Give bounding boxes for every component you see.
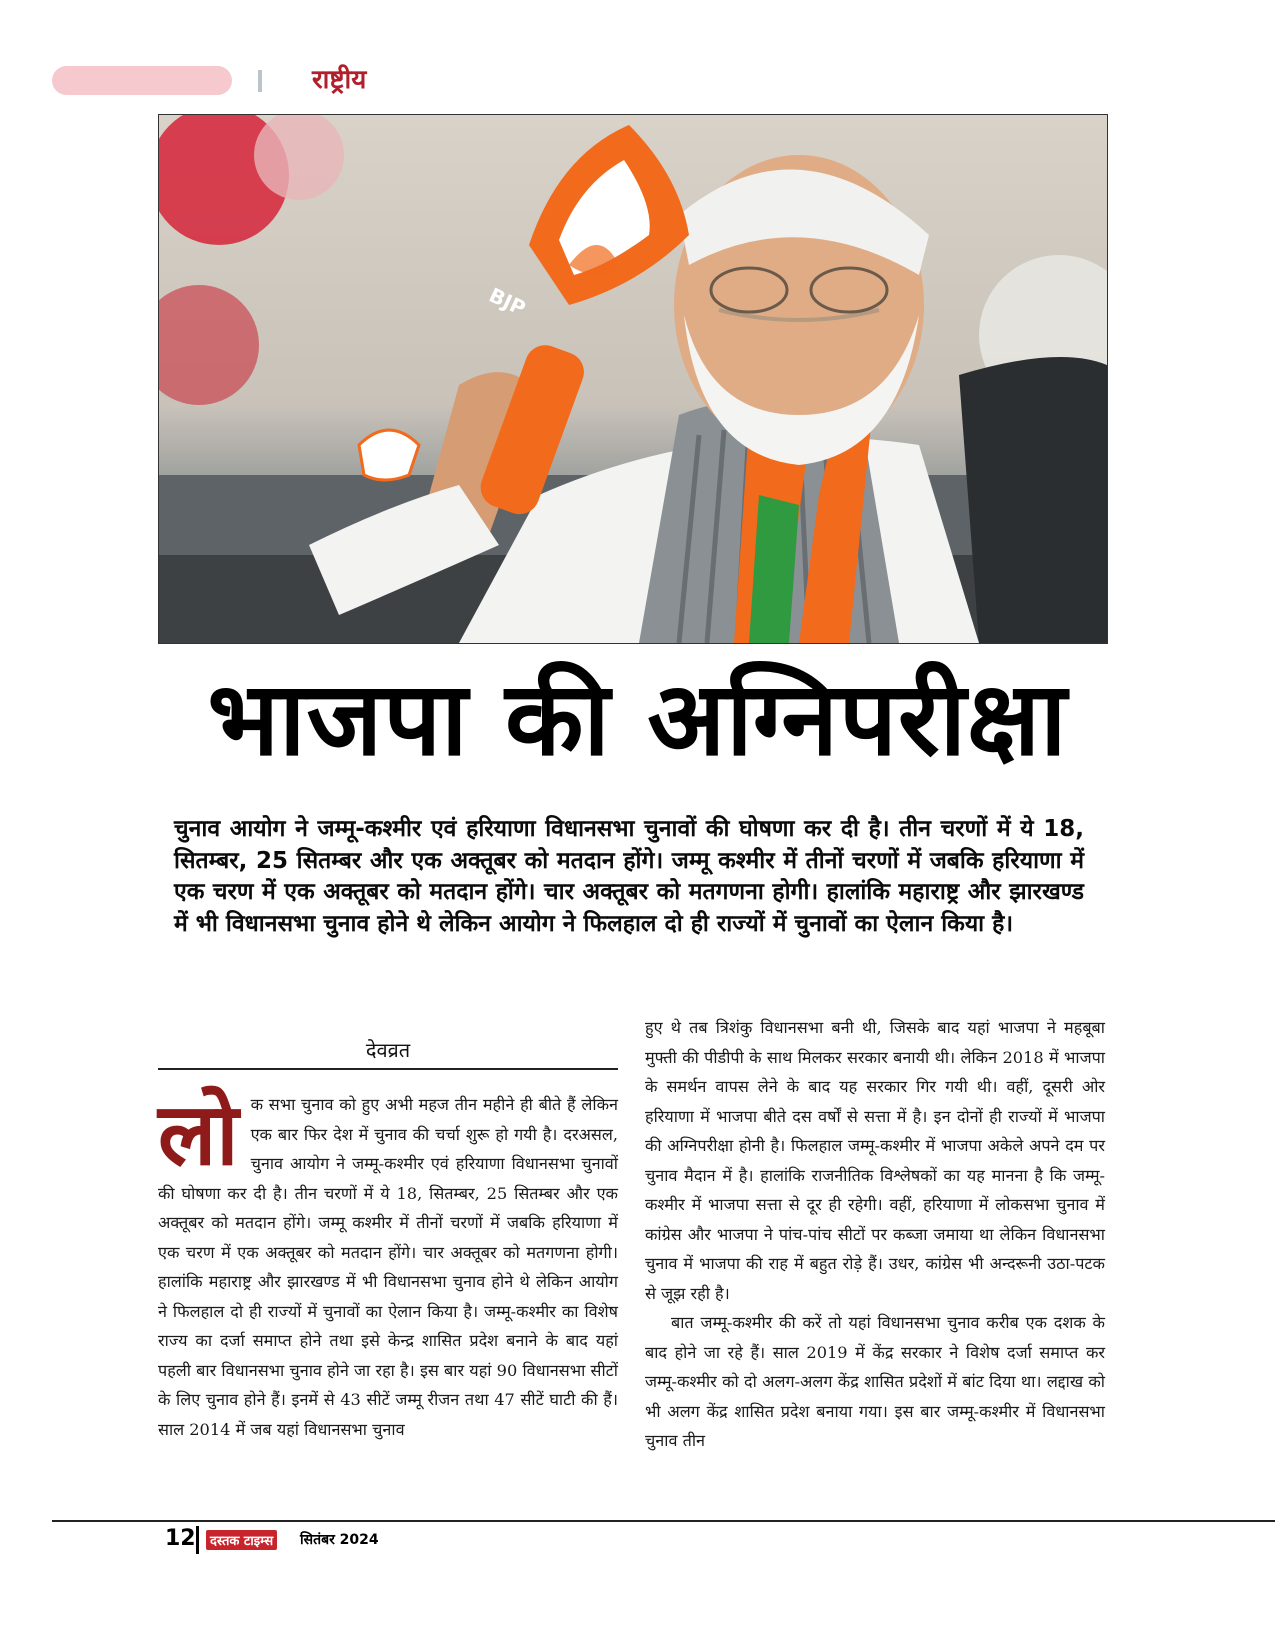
section-tab-pill bbox=[52, 66, 232, 95]
bjp-prop-text: BJP bbox=[485, 282, 530, 321]
header-separator bbox=[258, 70, 262, 92]
headline: भाजपा की अग्निपरीक्षा bbox=[207, 660, 1068, 779]
leader-waving-bjp-lotus-hand-fan-icon bbox=[159, 115, 1107, 643]
byline: देवव्रत bbox=[365, 1038, 411, 1062]
article-paragraph: हुए थे तब त्रिशंकु विधानसभा बनी थी, जिसके बाद यहां भाजपा ने महबूबा मुफ्ती की पीडीपी के साथ मिलकर सरकार बनायी थी। लेकिन 2018 में भाजपा के समर्थन वापस लेने के बाद यह सरकार गिर गयी थी। वहीं, दूसरी ओर हरियाणा में भाजपा बीते दस वर्षों से सत्ता में है। इन दोनों ही राज्यों में भाजपा की अग्निपरीक्षा होनी है। फिलहाल जम्मू-कश्मीर में भाजपा अकेले अपने दम पर चुनाव मैदान में है। हालांकि राजनीतिक विश्लेषकों का यह मानना है कि जम्मू-कश्मीर में भाजपा सत्ता से दूर ही रहेगी। वहीं, हरियाणा में लोकसभा चुनाव में कांग्रेस और भाजपा ने पांच-पांच सीटों पर कब्जा जमाया था लेकिन विधानसभा चुनाव में भाजपा की राह में बहुत रोड़े हैं। उधर, कांग्रेस भी अन्दरूनी उठा-पटक से जूझ रही है। bbox=[645, 1018, 1105, 1303]
footer-rule bbox=[52, 1520, 1275, 1522]
section-label: राष्ट्रीय bbox=[312, 65, 367, 95]
page-number-separator bbox=[196, 1526, 199, 1554]
magazine-logo: दस्तक टाइम्स bbox=[206, 1530, 277, 1550]
article-paragraph: क सभा चुनाव को हुए अभी महज तीन महीने ही बीते हैं लेकिन एक बार फिर देश में चुनाव की चर्चा शुरू हो गयी है। दरअसल, चुनाव आयोग ने जम्मू-कश्मीर एवं हरियाणा विधानसभा चुनावों की घोषणा कर दी है। तीन चरणों में ये 18, सितम्बर, 25 सितम्बर और एक अक्तूबर को मतदान होंगे। जम्मू कश्मीर में तीनों चरणों में जबकि हरियाणा में एक चरण में एक अक्तूबर को मतदान होंगे। चार अक्तूबर को मतगणना होगी। हालांकि महाराष्ट्र और झारखण्ड में भी विधानसभा चुनाव होने थे लेकिन आयोग ने फिलहाल दो ही राज्यों में चुनावों का ऐलान किया है। जम्मू-कश्मीर का विशेष राज्य का दर्जा समाप्त होने तथा इसे केन्द्र शासित प्रदेश बनाने के बाद यहां पहली बार विधानसभा चुनाव होने जा रहा है। इस बार यहां 90 विधानसभा सीटों के लिए चुनाव होने हैं। इनमें से 43 सीटें जम्मू रीजन तथा 47 सीटें घाटी की हैं। साल 2014 में जब यहां विधानसभा चुनाव bbox=[158, 1095, 618, 1439]
page-number: 12 bbox=[165, 1526, 196, 1551]
standfirst: चुनाव आयोग ने जम्मू-कश्मीर एवं हरियाणा विधानसभा चुनावों की घोषणा कर दी है। तीन चरणों में ये 18, सितम्बर, 25 सितम्बर और एक अक्तूबर को मतदान होंगे। जम्मू कश्मीर में तीनों चरणों में जबकि हरियाणा में एक चरण में एक अक्तूबर को मतदान होंगे। चार अक्तूबर को मतगणना होगी। हालांकि महाराष्ट्र और झारखण्ड में भी विधानसभा चुनाव होने थे लेकिन आयोग ने फिलहाल दो ही राज्यों में चुनावों का ऐलान किया है। bbox=[174, 816, 1084, 937]
article-column-right bbox=[645, 1013, 1105, 1456]
article-column-left bbox=[158, 1085, 618, 1444]
byline-rule bbox=[158, 1068, 618, 1070]
lead-photo bbox=[158, 114, 1108, 644]
article-paragraph: बात जम्मू-कश्मीर की करें तो यहां विधानसभा चुनाव करीब एक दशक के बाद होने जा रहे हैं। साल 2019 में केंद्र सरकार ने विशेष दर्जा समाप्त कर जम्मू-कश्मीर को दो अलग-अलग केंद्र शासित प्रदेशों में बांट दिया था। लद्दाख को भी अलग केंद्र शासित प्रदेश बनाया गया। इस बार जम्मू-कश्मीर में विधानसभा चुनाव तीन bbox=[645, 1313, 1105, 1450]
drop-cap: लो bbox=[158, 1085, 239, 1185]
issue-date: सितंबर 2024 bbox=[300, 1532, 379, 1548]
